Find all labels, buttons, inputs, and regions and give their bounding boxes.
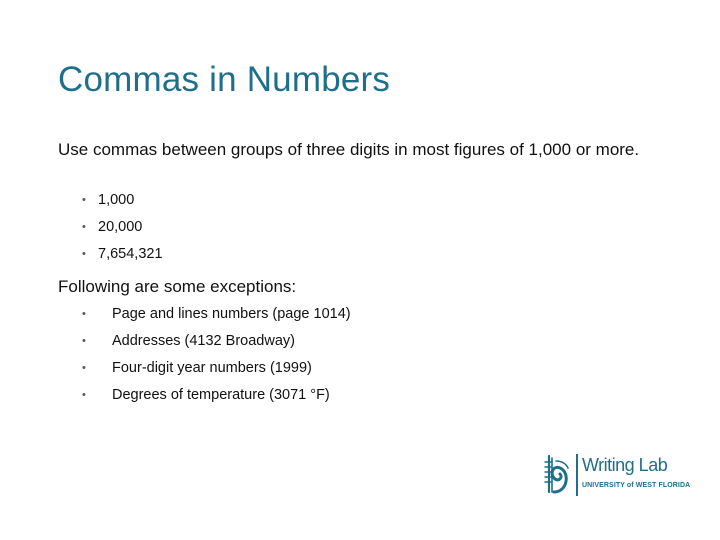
logo-divider <box>576 454 578 496</box>
list-item <box>82 244 163 271</box>
examples-list <box>82 190 163 271</box>
list-item-text: Degrees of temperature (3071 °F) <box>112 387 330 403</box>
list-item-text: 20,000 <box>98 219 143 235</box>
list-item-text: Addresses (4132 Broadway) <box>112 333 295 349</box>
nautilus-shell-icon <box>542 452 572 498</box>
list-item-text: Page and lines numbers (page 1014) <box>112 306 351 322</box>
bullet-icon: • <box>82 389 86 401</box>
exceptions-list <box>82 304 351 412</box>
bullet-icon: • <box>82 194 86 206</box>
intro-paragraph: Use commas between groups of three digits in most figures of 1,000 or more. <box>58 140 640 159</box>
logo-name: Writing Lab <box>582 455 668 475</box>
list-item <box>82 358 351 385</box>
list-item <box>82 217 163 244</box>
list-item <box>82 190 163 217</box>
list-item-text: 1,000 <box>98 192 135 208</box>
list-item-text: 7,654,321 <box>98 246 163 262</box>
slide-title: Commas in Numbers <box>58 60 391 99</box>
bullet-icon: • <box>82 308 86 320</box>
exceptions-heading: Following are some exceptions: <box>58 277 297 296</box>
bullet-icon: • <box>82 335 86 347</box>
list-item <box>82 304 351 331</box>
list-item <box>82 331 351 358</box>
logo-organization: UNIVERSITY of WEST FLORIDA <box>582 482 691 489</box>
bullet-icon: • <box>82 221 86 233</box>
list-item <box>82 385 351 412</box>
bullet-icon: • <box>82 362 86 374</box>
bullet-icon: • <box>82 248 86 260</box>
list-item-text: Four-digit year numbers (1999) <box>112 360 312 376</box>
writing-lab-logo <box>542 450 691 500</box>
